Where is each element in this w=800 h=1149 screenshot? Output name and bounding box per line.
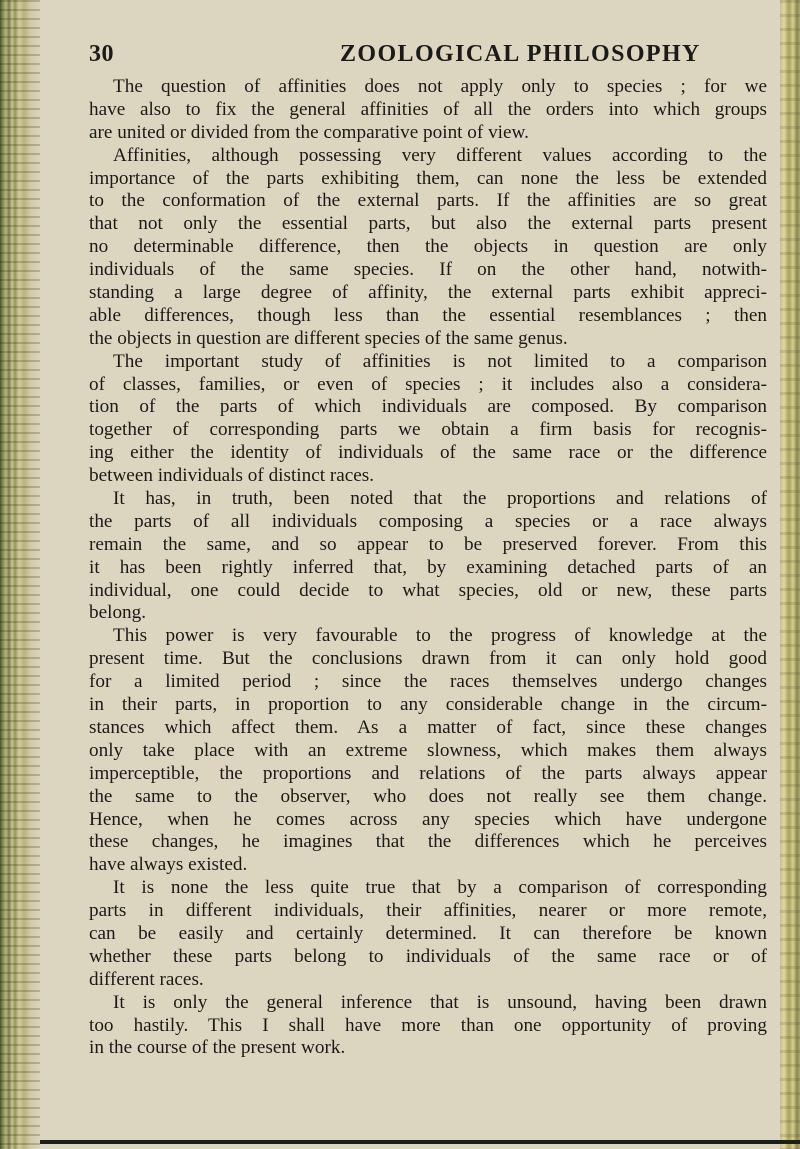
text-line: remain the same, and so appear to be preserved forever. From this — [89, 533, 767, 555]
text-line: to the conformation of the external parts. If the affinities are so great — [89, 190, 767, 212]
text-line: of classes, families, or even of species ; it includes also a considera- — [89, 373, 767, 395]
text-line: it has been rightly inferred that, by examining detached parts of an — [89, 556, 767, 578]
text-line: between individuals of distinct races. — [89, 465, 375, 487]
text-line: that not only the essential parts, but also the external parts present — [89, 213, 767, 235]
text-line: belong. — [89, 602, 147, 624]
text-line: the objects in question are different species of the same genus. — [89, 327, 568, 349]
text-line: these changes, he imagines that the differences which he perceives — [89, 831, 767, 853]
text-line: whether these parts belong to individuals of the same race or of — [89, 945, 767, 967]
text-line: can be easily and certainly determined. It can therefore be known — [89, 922, 767, 944]
text-line: present time. But the conclusions drawn from it can only hold good — [89, 648, 767, 670]
text-line: have always existed. — [89, 854, 248, 876]
page-edge-strip — [780, 0, 800, 1149]
text-line: Affinities, although possessing very different values according to the — [113, 144, 767, 166]
text-line: the parts of all individuals composing a species or a race always — [89, 510, 767, 532]
text-line: importance of the parts exhibiting them, can none the less be extended — [89, 167, 767, 189]
text-line: Hence, when he comes across any species which have undergone — [89, 808, 767, 830]
text-line: It has, in truth, been noted that the proportions and relations of — [113, 488, 767, 510]
text-line: tion of the parts of which individuals are composed. By comparison — [89, 396, 767, 418]
text-line: only take place with an extreme slowness, which makes them always — [89, 739, 767, 761]
text-line: individuals of the same species. If on the other hand, notwith- — [89, 259, 767, 281]
text-line: together of corresponding parts we obtain a firm basis for recognis- — [89, 419, 767, 441]
text-line: different races. — [89, 968, 204, 990]
text-line: too hastily. This I shall have more than one opportunity of proving — [89, 1014, 767, 1036]
text-line: The important study of affinities is not limited to a comparison — [113, 350, 767, 372]
body-text — [89, 76, 767, 1060]
text-line: imperceptible, the proportions and relations of the parts always appear — [89, 762, 767, 784]
text-line: stances which affect them. As a matter of fact, since these changes — [89, 716, 767, 738]
text-line: no determinable difference, then the objects in question are only — [89, 236, 767, 258]
text-line: This power is very favourable to the progress of knowledge at the — [113, 625, 767, 647]
running-title: ZOOLOGICAL PHILOSOPHY — [340, 41, 701, 67]
text-line: It is only the general inference that is unsound, having been drawn — [113, 991, 767, 1013]
text-line: parts in different individuals, their affinities, nearer or more remote, — [89, 900, 767, 922]
text-line: for a limited period ; since the races themselves undergo changes — [89, 671, 767, 693]
book-binding-edge — [0, 0, 40, 1149]
text-line: in the course of the present work. — [89, 1037, 346, 1059]
text-line: It is none the less quite true that by a comparison of corresponding — [113, 877, 767, 899]
text-line: have also to fix the general affinities of all the orders into which groups — [89, 98, 767, 120]
text-line: are united or divided from the comparative point of view. — [89, 121, 529, 143]
text-line: The question of affinities does not apply only to species ; for we — [113, 76, 767, 97]
text-line: the same to the observer, who does not really see them change. — [89, 785, 767, 807]
text-line: standing a large degree of affinity, the external parts exhibit appreci- — [89, 282, 767, 304]
bottom-edge-rule — [40, 1140, 800, 1144]
page-number: 30 — [89, 41, 114, 67]
text-line: individual, one could decide to what species, old or new, these parts — [89, 579, 767, 601]
text-line: in their parts, in proportion to any considerable change in the circum- — [89, 694, 767, 716]
text-line: able differences, though less than the essential resemblances ; then — [89, 304, 767, 326]
text-line: ing either the identity of individuals of the same race or the difference — [89, 442, 767, 464]
